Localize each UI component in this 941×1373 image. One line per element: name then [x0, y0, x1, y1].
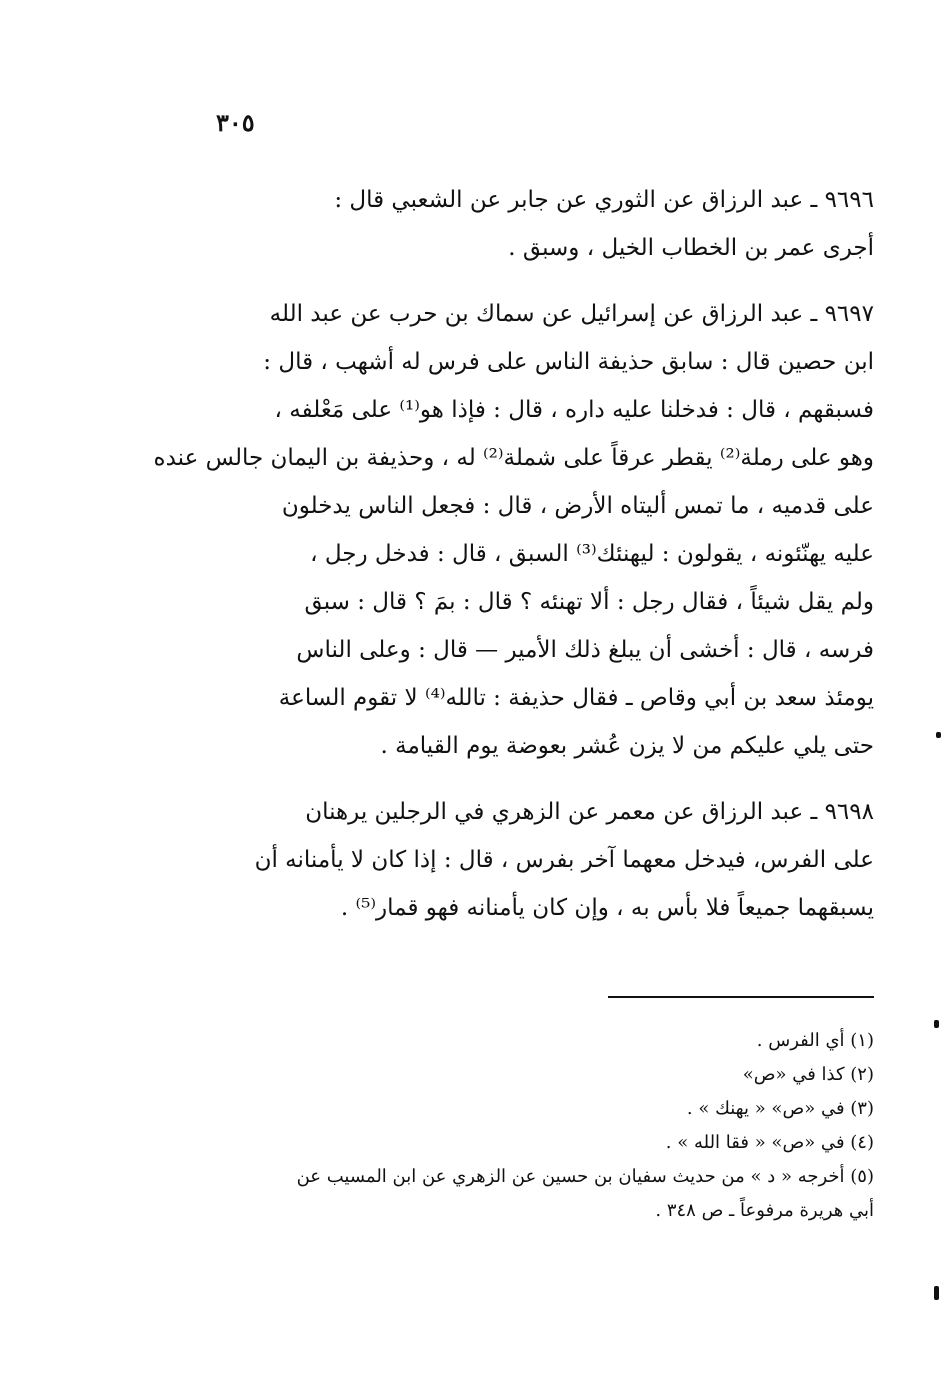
- text-line: عليه يهنّئونه ، يقولون : ليهنئك⁽³⁾ السبق ، قال : فدخل رجل ،: [310, 541, 874, 567]
- text-line: ابن حصين قال : سابق حذيفة الناس على فرس له أشهب ، قال :: [263, 349, 874, 375]
- text-line: ٩٦٩٧ ـ عبد الرزاق عن إسرائيل عن سماك بن حرب عن عبد الله: [269, 301, 874, 327]
- main-text: [153, 176, 874, 950]
- footnote-1: (١) أي الفرس .: [756, 1030, 874, 1051]
- footnote-5-continued: أبي هريرة مرفوعاً ـ ص ٣٤٨ .: [655, 1200, 874, 1221]
- footnote-3: (٣) في «ص» « يهنك » .: [686, 1098, 874, 1119]
- hadith-9697: [153, 290, 874, 770]
- footnote-4: (٤) في «ص» « فقا الله » .: [665, 1132, 874, 1153]
- text-line: وهو على رملة⁽²⁾ يقطر عرقاً على شملة⁽²⁾ له ، وحذيفة بن اليمان جالس عنده: [153, 445, 874, 471]
- text-line: ٩٦٩٦ ـ عبد الرزاق عن الثوري عن جابر عن الشعبي قال :: [334, 187, 874, 213]
- footnote-divider: [608, 996, 874, 998]
- footnote-2: (٢) كذا في «ص»: [742, 1064, 874, 1085]
- hadith-9698: [214, 788, 874, 932]
- text-line: فسبقهم ، قال : فدخلنا عليه داره ، قال : فإذا هو⁽¹⁾ على مَعْلفه ،: [274, 397, 874, 423]
- page-number: ٣٠٥: [216, 108, 255, 137]
- text-line: على الفرس، فيدخل معهما آخر بفرس ، قال : إذا كان لا يأمنانه أن: [254, 847, 874, 873]
- text-line: ولم يقل شيئاً ، فقال رجل : ألا تهنئه ؟ قال : بمَ ؟ قال : سبق: [304, 589, 874, 615]
- text-line: أجرى عمر بن الخطاب الخيل ، وسبق .: [508, 235, 874, 261]
- text-line: حتى يلي عليكم من لا يزن عُشر بعوضة يوم القيامة .: [380, 733, 874, 759]
- text-line: ٩٦٩٨ ـ عبد الرزاق عن معمر عن الزهري في الرجلين يرهنان: [305, 799, 874, 825]
- text-line: يومئذ سعد بن أبي وقاص ـ فقال حذيفة : تالله⁽⁴⁾ لا تقوم الساعة: [278, 685, 874, 711]
- margin-mark: [936, 732, 941, 738]
- footnotes: [214, 1024, 874, 1228]
- text-line: على قدميه ، ما تمس أليتاه الأرض ، قال : فجعل الناس يدخلون: [281, 493, 874, 519]
- margin-mark: [934, 1286, 939, 1300]
- text-line: فرسه ، قال : أخشى أن يبلغ ذلك الأمير — قال : وعلى الناس: [296, 637, 874, 663]
- footnote-5: (٥) أخرجه « د » من حديث سفيان بن حسين عن الزهري عن ابن المسيب عن: [296, 1166, 874, 1187]
- hadith-9696: [214, 176, 874, 272]
- margin-mark: [934, 1020, 939, 1028]
- text-line: يسبقهما جميعاً فلا بأس به ، وإن كان يأمنانه فهو قمار⁽⁵⁾ .: [340, 895, 874, 921]
